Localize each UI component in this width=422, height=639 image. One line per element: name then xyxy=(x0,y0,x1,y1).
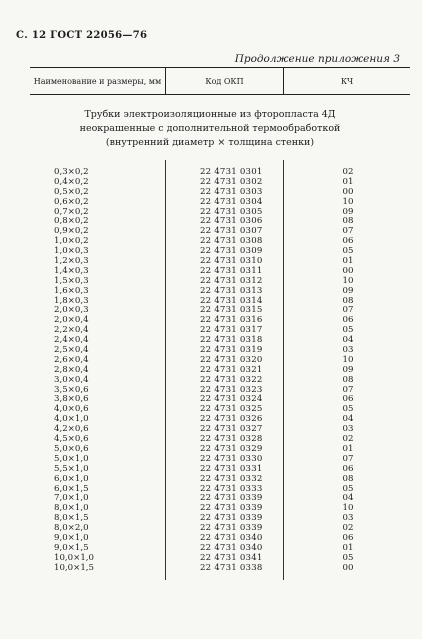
row-size: 6,0×1,5 xyxy=(54,483,89,494)
row-kch-code: 05 xyxy=(342,483,354,494)
row-kch-code: 02 xyxy=(342,523,354,534)
row-okp-code: 22 4731 0333 xyxy=(200,483,263,494)
data-table-body xyxy=(0,168,422,574)
row-size: 2,8×0,4 xyxy=(54,364,89,375)
table-title-line: неокрашенные с дополнительной термообработкой xyxy=(79,123,341,134)
row-kch-code: 07 xyxy=(342,453,354,464)
row-okp-code: 22 4731 0330 xyxy=(200,453,263,464)
row-kch-code: 01 xyxy=(342,443,354,454)
row-okp-code: 22 4731 0321 xyxy=(200,364,263,375)
row-kch-code: 03 xyxy=(342,345,354,356)
row-kch-code: 09 xyxy=(342,364,354,375)
row-size: 2,6×0,4 xyxy=(54,354,89,365)
row-size: 7,0×1,0 xyxy=(54,493,89,504)
row-size: 9,0×1,0 xyxy=(54,532,89,543)
row-size: 0,3×0,2 xyxy=(54,167,89,177)
row-size: 1,4×0,3 xyxy=(54,265,89,276)
row-okp-code: 22 4731 0339 xyxy=(200,493,263,504)
row-size: 2,5×0,4 xyxy=(54,345,89,356)
row-size: 2,0×0,3 xyxy=(54,305,89,316)
row-kch-code: 08 xyxy=(342,295,354,306)
row-size: 9,0×1,5 xyxy=(54,542,89,553)
row-size: 0,7×0,2 xyxy=(54,206,89,217)
row-kch-code: 05 xyxy=(342,325,354,336)
row-kch-code: 10 xyxy=(342,275,354,286)
row-okp-code: 22 4731 0308 xyxy=(200,236,263,247)
continuation-note: Продолжение приложения 3 xyxy=(234,53,400,65)
row-okp-code: 22 4731 0314 xyxy=(200,295,263,306)
row-okp-code: 22 4731 0304 xyxy=(200,196,263,207)
table-row xyxy=(0,564,422,574)
row-size: 4,0×1,0 xyxy=(54,414,89,425)
row-size: 3,8×0,6 xyxy=(54,394,89,405)
row-kch-code: 10 xyxy=(342,503,354,514)
row-okp-code: 22 4731 0307 xyxy=(200,226,263,237)
row-okp-code: 22 4731 0309 xyxy=(200,246,263,257)
row-okp-code: 22 4731 0320 xyxy=(200,354,263,365)
row-size: 1,0×0,3 xyxy=(54,246,89,257)
row-okp-code: 22 4731 0315 xyxy=(200,305,263,316)
row-okp-code: 22 4731 0301 xyxy=(200,167,263,177)
table-title-line: Трубки электроизоляционные из фторопласта 4Д xyxy=(84,109,336,120)
row-kch-code: 07 xyxy=(342,305,354,316)
row-size: 3,0×0,4 xyxy=(54,374,89,385)
row-size: 0,6×0,2 xyxy=(54,196,89,207)
row-okp-code: 22 4731 0310 xyxy=(200,256,263,267)
row-okp-code: 22 4731 0339 xyxy=(200,513,263,524)
row-size: 6,0×1,0 xyxy=(54,473,89,484)
row-okp-code: 22 4731 0340 xyxy=(200,542,263,553)
row-size: 4,0×0,6 xyxy=(54,404,89,415)
column-name-header: Наименование и размеры, мм xyxy=(33,76,162,86)
row-kch-code: 09 xyxy=(342,285,354,296)
row-kch-code: 01 xyxy=(342,176,354,187)
row-kch-code: 06 xyxy=(342,236,354,247)
row-okp-code: 22 4731 0313 xyxy=(200,285,263,296)
row-kch-code: 00 xyxy=(342,265,354,276)
row-okp-code: 22 4731 0319 xyxy=(200,345,263,356)
row-okp-code: 22 4731 0324 xyxy=(200,394,263,405)
row-okp-code: 22 4731 0325 xyxy=(200,404,263,415)
row-okp-code: 22 4731 0303 xyxy=(200,186,263,197)
row-kch-code: 04 xyxy=(342,335,354,346)
row-kch-code: 04 xyxy=(342,493,354,504)
row-size: 0,8×0,2 xyxy=(54,216,89,227)
row-kch-code: 06 xyxy=(342,394,354,405)
row-size: 0,5×0,2 xyxy=(54,186,89,197)
row-size: 1,5×0,3 xyxy=(54,275,89,286)
row-size: 1,0×0,2 xyxy=(54,236,89,247)
row-kch-code: 05 xyxy=(342,552,354,563)
column-kch-header: КЧ xyxy=(340,76,354,86)
row-size: 2,0×0,4 xyxy=(54,315,89,326)
page-header: С. 12 ГОСТ 22056—76 xyxy=(16,30,148,41)
row-size: 4,2×0,6 xyxy=(54,424,89,435)
row-size: 5,0×1,0 xyxy=(54,453,89,464)
row-kch-code: 08 xyxy=(342,374,354,385)
row-okp-code: 22 4731 0302 xyxy=(200,176,263,187)
row-kch-code: 03 xyxy=(342,513,354,524)
row-okp-code: 22 4731 0339 xyxy=(200,503,263,514)
row-kch-code: 07 xyxy=(342,384,354,395)
row-size: 1,6×0,3 xyxy=(54,285,89,296)
row-kch-code: 05 xyxy=(342,246,354,257)
column-header-row xyxy=(30,67,410,95)
row-size: 0,9×0,2 xyxy=(54,226,89,237)
row-kch-code: 04 xyxy=(342,414,354,425)
row-kch-code: 06 xyxy=(342,315,354,326)
row-okp-code: 22 4731 0338 xyxy=(200,562,263,573)
row-kch-code: 10 xyxy=(342,196,354,207)
row-kch-code: 02 xyxy=(342,167,354,177)
row-size: 8,0×1,5 xyxy=(54,513,89,524)
row-kch-code: 06 xyxy=(342,532,354,543)
row-size: 2,4×0,4 xyxy=(54,335,89,346)
row-kch-code: 00 xyxy=(342,186,354,197)
column-okp-header: Код ОКП xyxy=(205,76,244,86)
row-okp-code: 22 4731 0340 xyxy=(200,532,263,543)
row-size: 10,0×1,0 xyxy=(54,552,95,563)
row-okp-code: 22 4731 0341 xyxy=(200,552,263,563)
row-okp-code: 22 4731 0328 xyxy=(200,434,263,445)
row-size: 8,0×1,0 xyxy=(54,503,89,514)
table-title xyxy=(60,108,360,150)
row-size: 3,5×0,6 xyxy=(54,384,89,395)
table-title-line: (внутренний диаметр × толщина стенки) xyxy=(105,137,315,148)
row-kch-code: 08 xyxy=(342,473,354,484)
row-okp-code: 22 4731 0317 xyxy=(200,325,263,336)
row-kch-code: 08 xyxy=(342,216,354,227)
row-size: 5,0×0,6 xyxy=(54,443,89,454)
row-okp-code: 22 4731 0331 xyxy=(200,463,263,474)
row-kch-code: 01 xyxy=(342,542,354,553)
row-size: 0,4×0,2 xyxy=(54,176,89,187)
row-size: 2,2×0,4 xyxy=(54,325,89,336)
row-okp-code: 22 4731 0316 xyxy=(200,315,263,326)
row-kch-code: 06 xyxy=(342,463,354,474)
row-okp-code: 22 4731 0323 xyxy=(200,384,263,395)
row-okp-code: 22 4731 0329 xyxy=(200,443,263,454)
row-kch-code: 10 xyxy=(342,354,354,365)
row-kch-code: 09 xyxy=(342,206,354,217)
row-okp-code: 22 4731 0339 xyxy=(200,523,263,534)
row-size: 4,5×0,6 xyxy=(54,434,89,445)
row-size: 1,2×0,3 xyxy=(54,256,89,267)
row-okp-code: 22 4731 0327 xyxy=(200,424,263,435)
row-kch-code: 00 xyxy=(342,562,354,573)
row-okp-code: 22 4731 0311 xyxy=(200,265,263,276)
row-kch-code: 03 xyxy=(342,424,354,435)
row-okp-code: 22 4731 0326 xyxy=(200,414,263,425)
row-size: 8,0×2,0 xyxy=(54,523,89,534)
row-kch-code: 05 xyxy=(342,404,354,415)
row-kch-code: 01 xyxy=(342,256,354,267)
row-size: 10,0×1,5 xyxy=(54,562,95,573)
row-okp-code: 22 4731 0306 xyxy=(200,216,263,227)
row-okp-code: 22 4731 0322 xyxy=(200,374,263,385)
row-size: 5,5×1,0 xyxy=(54,463,89,474)
row-okp-code: 22 4731 0305 xyxy=(200,206,263,217)
row-kch-code: 07 xyxy=(342,226,354,237)
row-okp-code: 22 4731 0332 xyxy=(200,473,263,484)
row-size: 1,8×0,3 xyxy=(54,295,89,306)
row-okp-code: 22 4731 0312 xyxy=(200,275,263,286)
row-okp-code: 22 4731 0318 xyxy=(200,335,263,346)
row-kch-code: 02 xyxy=(342,434,354,445)
